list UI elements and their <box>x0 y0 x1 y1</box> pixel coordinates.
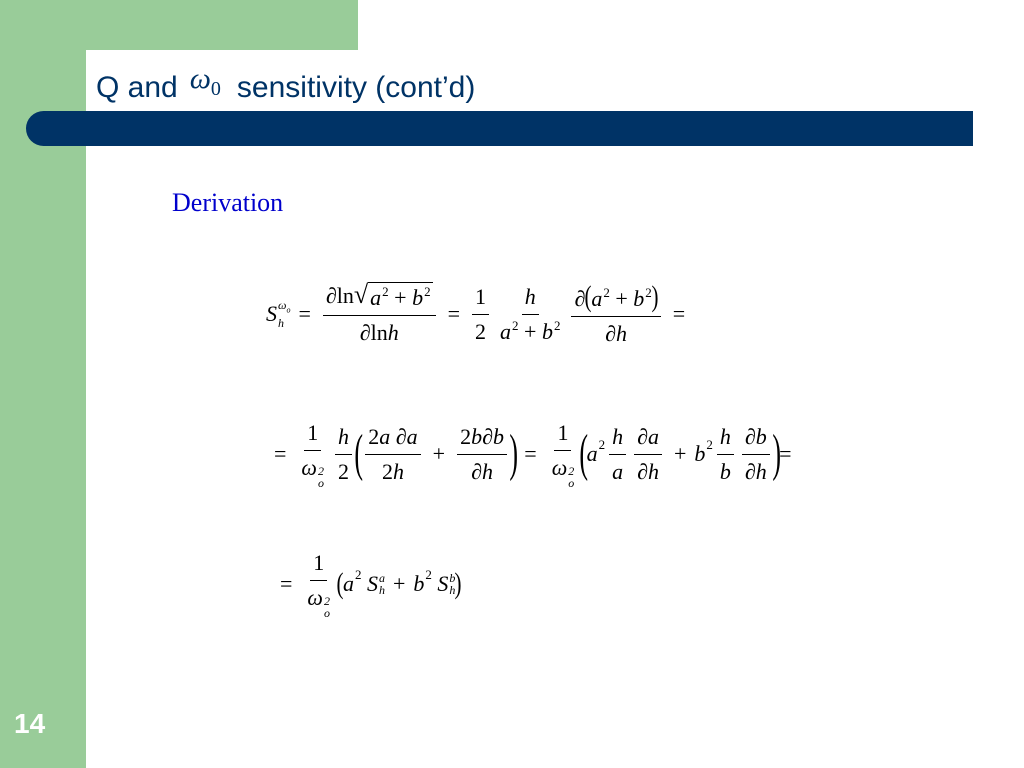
title-prefix: Q and <box>96 71 178 104</box>
equation-line-3: = 1 ω 2 o ( a 2 S a h + b 2 S b h ) <box>280 549 462 620</box>
slide-content-panel <box>86 50 1024 768</box>
slide-title <box>96 62 475 114</box>
slide-top-band <box>0 0 358 50</box>
omega-symbol: $\omega_0$ <box>189 61 221 100</box>
equation-line-1: S $\omega_o$ h = ∂ln √ $a^2 + b^2$ ∂lnh = $\frac{1}{2}$ $\frac{h}{a^2 + b^2}$ $\frac{\partial(a^2 + b^2)}{\partial h}$ = <box>266 279 686 346</box>
page-number: 14 <box>14 708 46 739</box>
title-underline-bar <box>26 111 973 146</box>
fraction: ∂ln √ $a^2 + b^2$ ∂lnh <box>323 282 436 346</box>
equation-line-2: = 1 ω 2 o $\frac{h}{2}$ ( $\frac{2a \partial a}{2h}$ + $\frac{2b\partial b}{\partial h}$ ) = 1 ω 2 o ( a 2 $\frac{h}{a}$ $\frac{\partial a}{\partial h}$ + b 2 $\frac{h}{b}$ $\frac{\partial b}{\partial h}$ ) = <box>274 419 792 490</box>
title-suffix: sensitivity (cont’d) <box>236 71 476 104</box>
derivation-heading: Derivation <box>172 188 284 217</box>
